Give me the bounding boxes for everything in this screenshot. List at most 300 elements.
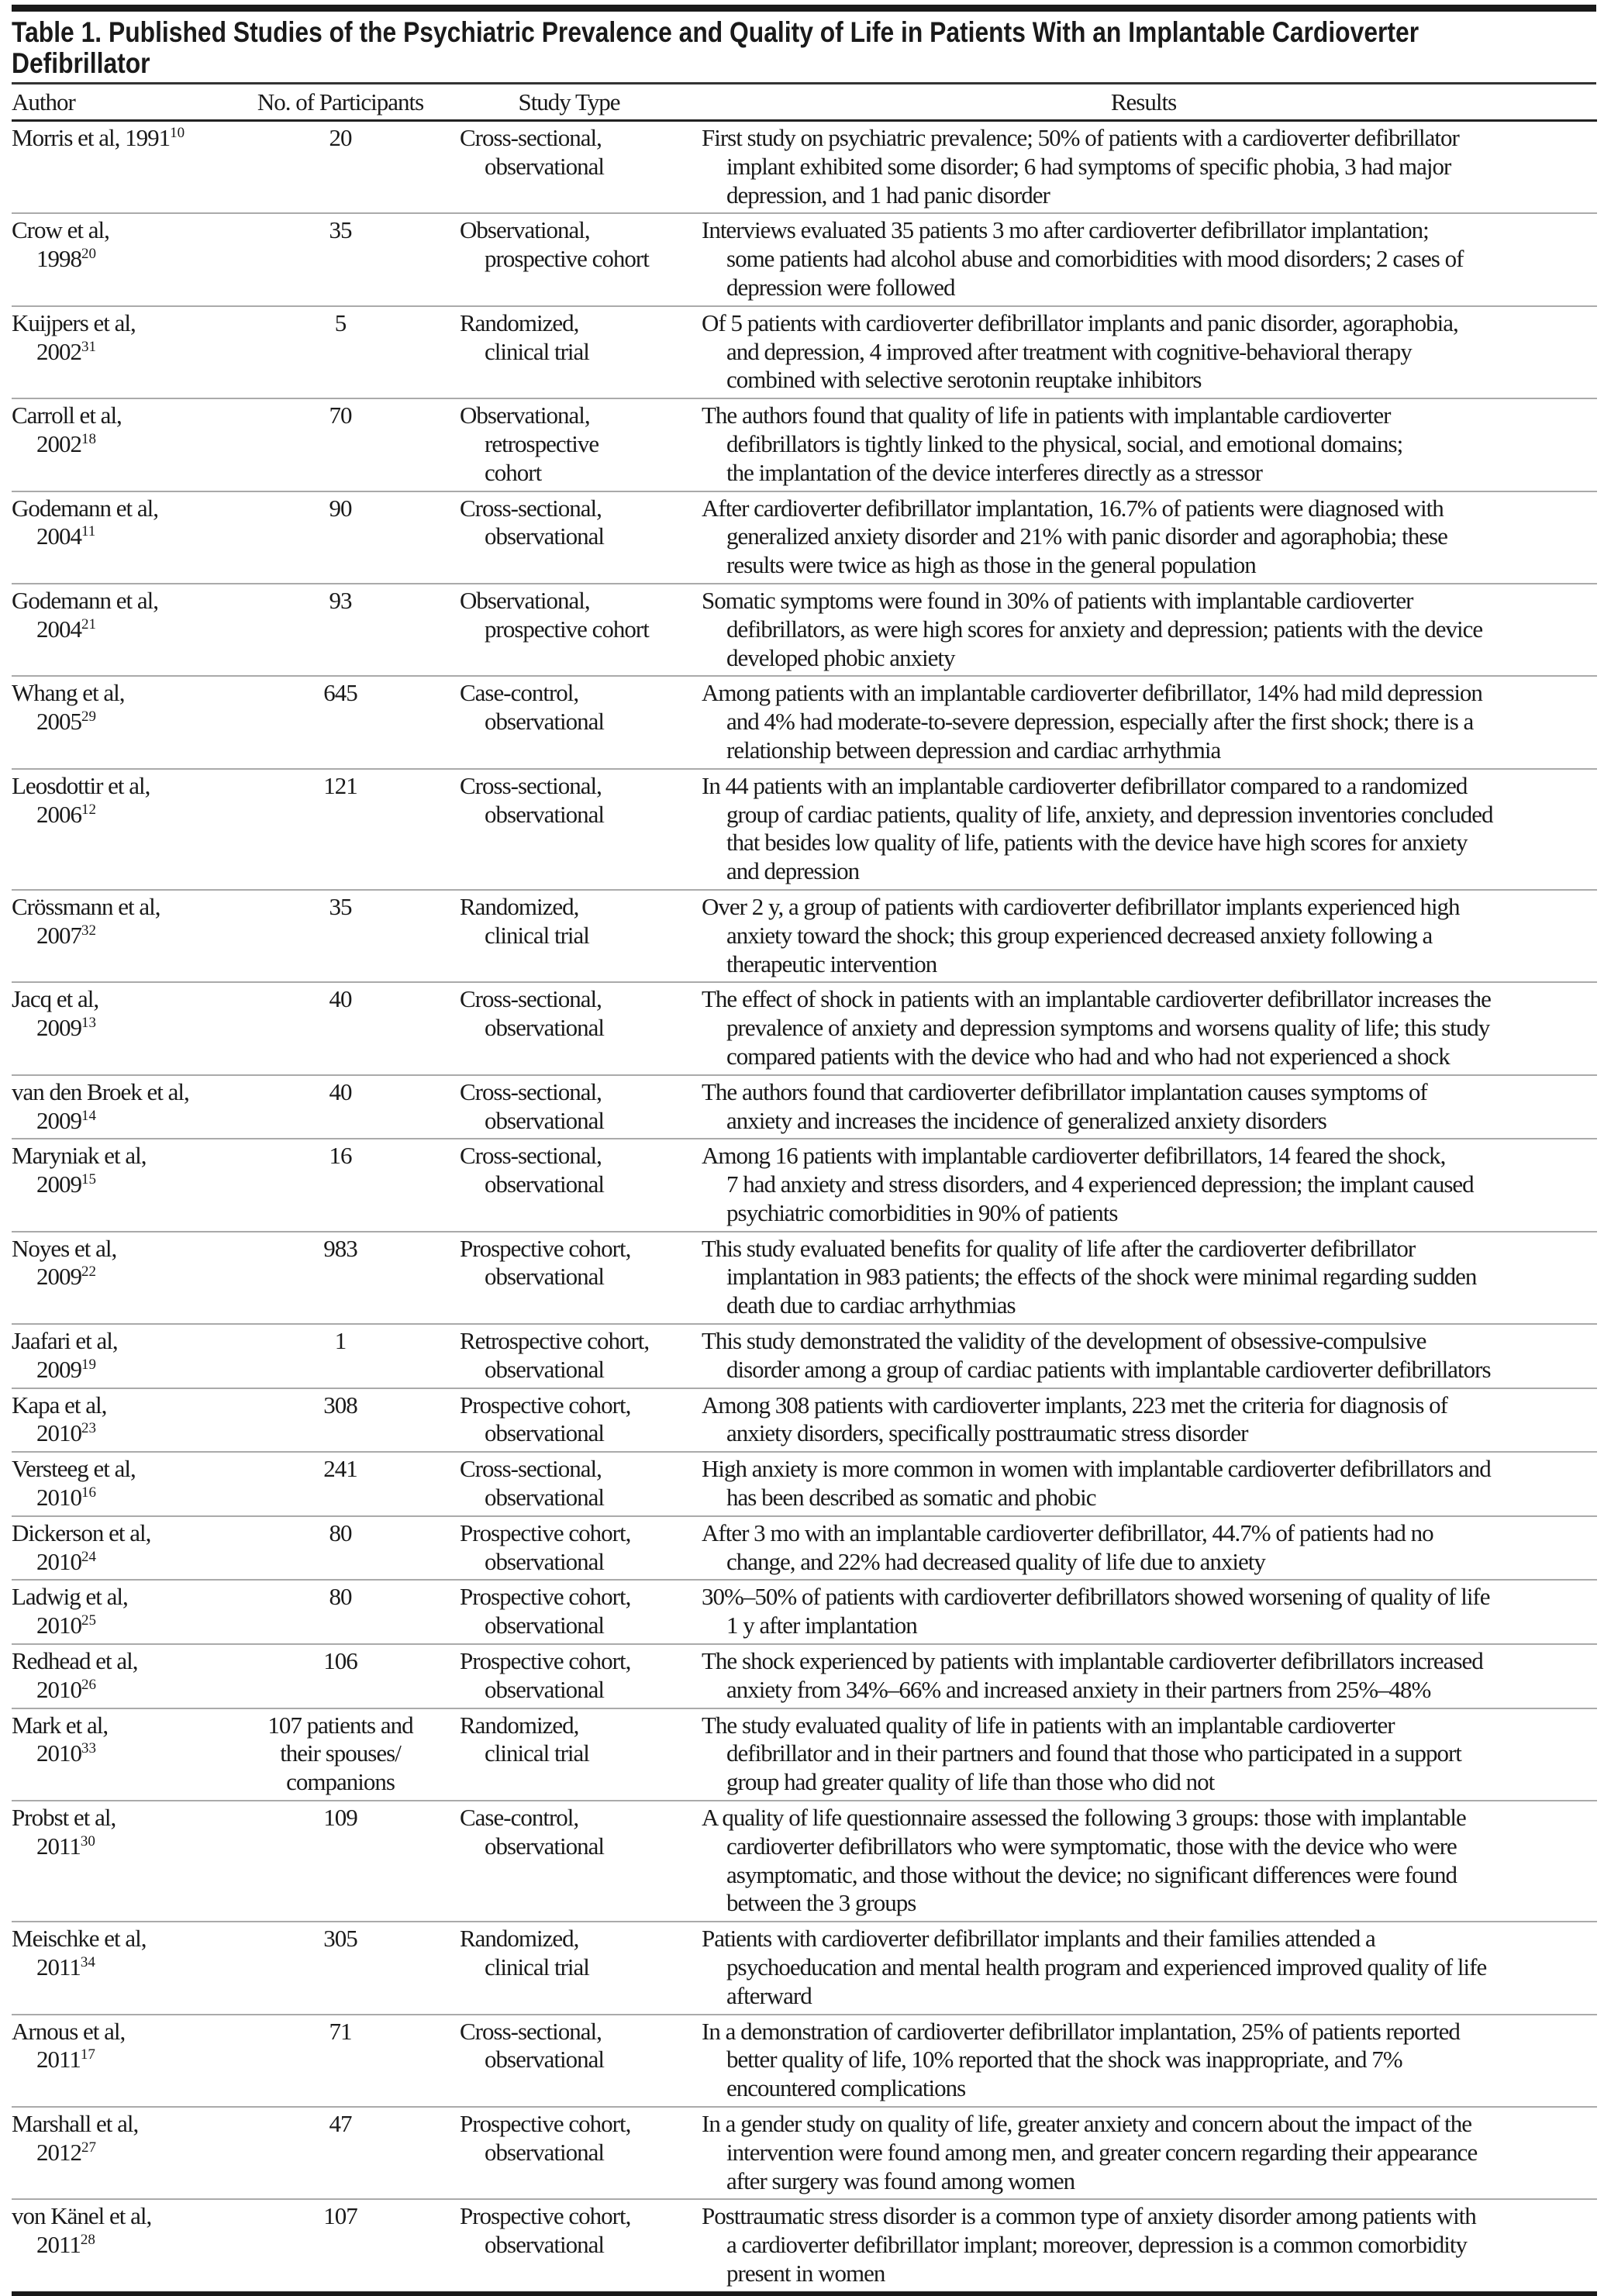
author-line	[12, 801, 233, 829]
author-cell	[12, 893, 233, 978]
participants-cell	[233, 1647, 448, 1705]
table-row	[12, 214, 1597, 306]
results-line: Interviews evaluated 35 patients 3 mo after cardioverter defibrillator implantation;	[702, 216, 1429, 244]
results-line: prevalence of anxiety and depression symptoms and worsens quality of life; this study	[726, 1014, 1490, 1042]
study-type-cell	[448, 1327, 690, 1384]
participants-cell	[233, 1925, 448, 2010]
results-cell	[690, 2110, 1597, 2195]
study-type-line: observational	[485, 2231, 605, 2259]
participants-cell	[233, 1327, 448, 1384]
participants-cell	[233, 309, 448, 395]
author-line	[12, 1647, 233, 1676]
results-cell	[690, 2018, 1597, 2103]
results-cell	[690, 1391, 1597, 1449]
author-text: Crow et al,	[12, 216, 109, 244]
author-cell	[12, 2202, 233, 2287]
header-participants: No. of Participants	[257, 88, 424, 115]
author-text: 2010	[36, 1612, 81, 1639]
participants-cell	[233, 985, 448, 1070]
study-type-cell	[448, 402, 690, 487]
results-line: Patients with cardioverter defibrillator implants and their families attended a	[702, 1925, 1375, 1953]
results-line: High anxiety is more common in women with implantable cardioverter defibrillators and	[702, 1455, 1491, 1483]
participants-cell	[233, 2202, 448, 2287]
author-line	[12, 1953, 233, 1982]
results-line: After 3 mo with an implantable cardioverter defibrillator, 44.7% of patients had no	[702, 1519, 1433, 1546]
author-line	[12, 338, 233, 367]
results-line: encountered complications	[726, 2074, 966, 2102]
table-row	[12, 677, 1597, 769]
participants-line: their spouses/	[280, 1739, 401, 1767]
results-line: change, and 22% had decreased quality of life due to anxiety	[726, 1547, 1265, 1575]
table-row	[12, 1139, 1597, 1232]
study-type-line: observational	[485, 1484, 605, 1512]
author-text: Kuijpers et al,	[12, 309, 136, 336]
author-cell	[12, 495, 233, 580]
top-rule	[12, 5, 1596, 12]
author-line	[12, 2046, 233, 2074]
author-line	[12, 1484, 233, 1512]
study-type-cell	[448, 985, 690, 1070]
study-type-line: prospective cohort	[485, 245, 649, 273]
author-line	[12, 495, 233, 523]
table-row	[12, 1922, 1597, 2015]
author-line	[12, 1548, 233, 1577]
results-line: afterward	[726, 1981, 812, 2009]
study-type-line: Case-control,	[460, 1804, 579, 1832]
study-type-line: observational	[485, 1419, 605, 1447]
reference-number: 30	[80, 1832, 95, 1850]
results-line: group had greater quality of life than those who did not	[726, 1768, 1215, 1796]
study-type-line: observational	[485, 1612, 605, 1639]
results-line: and 4% had moderate-to-severe depression, especially after the first shock; there is a	[726, 708, 1474, 736]
table-row	[12, 1325, 1597, 1389]
study-type-line: Cross-sectional,	[460, 1142, 602, 1170]
study-type-cell	[448, 1925, 690, 2010]
study-type-line: Retrospective cohort,	[460, 1327, 650, 1355]
results-cell	[690, 1519, 1597, 1577]
results-cell	[690, 1925, 1597, 2010]
results-line: defibrillators is tightly linked to the physical, social, and emotional domains;	[726, 429, 1403, 457]
results-cell	[690, 1327, 1597, 1384]
participants-cell	[233, 587, 448, 672]
table-row	[12, 122, 1597, 214]
author-text: 2007	[36, 921, 81, 949]
study-type-cell	[448, 1078, 690, 1136]
participants-cell	[233, 1583, 448, 1640]
author-cell	[12, 1327, 233, 1384]
results-line: Somatic symptoms were found in 30% of patients with implantable cardioverter	[702, 586, 1413, 614]
results-cell	[690, 985, 1597, 1070]
results-line: psychiatric comorbidities in 90% of patients	[726, 1198, 1118, 1226]
results-line: anxiety disorders, specifically posttraumatic stress disorder	[726, 1419, 1248, 1447]
author-line	[12, 772, 233, 801]
results-line: cardioverter defibrillators who were symptomatic, those with the device who were	[726, 1832, 1457, 1860]
results-line: death due to cardiac arrhythmias	[726, 1291, 1016, 1319]
author-line	[12, 708, 233, 736]
author-line	[12, 245, 233, 274]
author-text: 2010	[36, 1739, 81, 1767]
study-type-line: clinical trial	[485, 921, 589, 949]
results-line: between the 3 groups	[726, 1889, 916, 1917]
table-row	[12, 1709, 1597, 1801]
author-text: 2009	[36, 1170, 81, 1198]
results-line: asymptomatic, and those without the device; no significant differences were found	[726, 1860, 1457, 1888]
table-row	[12, 1581, 1597, 1645]
participants-line: 983	[323, 1234, 357, 1262]
participants-line: 16	[329, 1142, 352, 1170]
participants-line: 35	[329, 216, 352, 244]
table-row	[12, 2015, 1597, 2108]
results-line: 7 had anxiety and stress disorders, and 4 experienced depression; the implant caused	[726, 1170, 1474, 1198]
author-text: 2002	[36, 337, 81, 365]
results-cell	[690, 1235, 1597, 1320]
author-cell	[12, 216, 233, 302]
author-cell	[12, 587, 233, 672]
participants-line: 93	[329, 586, 352, 614]
results-cell	[690, 402, 1597, 487]
participants-cell	[233, 2110, 448, 2195]
table-row	[12, 1801, 1597, 1922]
reference-number: 16	[81, 1484, 96, 1501]
reference-number: 24	[81, 1548, 96, 1565]
results-cell	[690, 216, 1597, 302]
results-line: Among patients with an implantable cardioverter defibrillator, 14% had mild depression	[702, 679, 1482, 707]
study-type-line: observational	[485, 1170, 605, 1198]
study-type-line: observational	[485, 1675, 605, 1703]
author-cell	[12, 2110, 233, 2195]
author-line	[12, 1612, 233, 1640]
results-line: After cardioverter defibrillator implantation, 16.7% of patients were diagnosed with	[702, 494, 1444, 522]
results-cell	[690, 772, 1597, 886]
study-type-line: Prospective cohort,	[460, 1519, 631, 1546]
author-text: 2010	[36, 1547, 81, 1575]
results-line: psychoeducation and mental health program and experienced improved quality of life	[726, 1953, 1487, 1981]
participants-line: 107 patients and	[267, 1711, 413, 1739]
results-line: In a demonstration of cardioverter defibrillator implantation, 25% of patients reported	[702, 2017, 1460, 2045]
participants-cell	[233, 772, 448, 886]
study-type-cell	[448, 587, 690, 672]
author-line	[12, 1419, 233, 1448]
author-line	[12, 1263, 233, 1291]
study-type-line: Prospective cohort,	[460, 1234, 631, 1262]
author-cell	[12, 1647, 233, 1705]
study-type-cell	[448, 893, 690, 978]
results-line: better quality of life, 10% reported that the shock was inappropriate, and 7%	[726, 2046, 1402, 2074]
results-cell	[690, 1804, 1597, 1918]
author-line	[12, 2018, 233, 2046]
study-type-line: observational	[485, 1106, 605, 1134]
participants-line: 308	[323, 1391, 357, 1419]
author-text: Versteeg et al,	[12, 1455, 136, 1483]
author-cell	[12, 1078, 233, 1136]
reference-number: 34	[80, 1954, 95, 1971]
author-text: 1998	[36, 245, 81, 273]
study-type-line: Cross-sectional,	[460, 2017, 602, 2045]
author-text: Arnous et al,	[12, 2017, 126, 2045]
author-text: 2011	[36, 1832, 81, 1860]
author-cell	[12, 402, 233, 487]
study-type-line: clinical trial	[485, 1953, 589, 1981]
study-type-line: observational	[485, 2046, 605, 2074]
table-row	[12, 1389, 1597, 1453]
author-cell	[12, 679, 233, 764]
author-cell	[12, 1925, 233, 2010]
study-type-line: Randomized,	[460, 309, 579, 336]
participants-cell	[233, 1142, 448, 1227]
participants-cell	[233, 495, 448, 580]
reference-number: 10	[170, 125, 185, 141]
table-row	[12, 307, 1597, 399]
results-line: some patients had alcohol abuse and comorbidities with mood disorders; 2 cases of	[726, 245, 1464, 273]
results-line: 30%–50% of patients with cardioverter defibrillators showed worsening of quality of life	[702, 1583, 1490, 1611]
results-line: that besides low quality of life, patients with the device have high scores for anxiety	[726, 829, 1468, 857]
author-text: 2011	[36, 1953, 81, 1981]
reference-number: 25	[81, 1612, 96, 1629]
author-text: Ladwig et al,	[12, 1583, 128, 1611]
reference-number: 22	[81, 1263, 96, 1281]
results-line: a cardioverter defibrillator implant; moreover, depression is a common comorbidity	[726, 2231, 1467, 2259]
author-text: Meischke et al,	[12, 1925, 147, 1953]
study-type-line: Case-control,	[460, 679, 579, 707]
author-cell	[12, 124, 233, 209]
reference-number: 20	[81, 246, 96, 263]
results-cell	[690, 1583, 1597, 1640]
author-line	[12, 1739, 233, 1768]
table-row	[12, 492, 1597, 584]
study-type-line: observational	[485, 1263, 605, 1291]
author-line	[12, 1832, 233, 1861]
participants-line: 80	[329, 1519, 352, 1546]
participants-cell	[233, 893, 448, 978]
study-type-line: Cross-sectional,	[460, 771, 602, 799]
study-type-line: Observational,	[460, 402, 590, 429]
reference-number: 17	[80, 2046, 95, 2063]
results-line: depression were followed	[726, 273, 955, 301]
study-type-cell	[448, 1519, 690, 1577]
participants-line: 107	[323, 2202, 357, 2230]
participants-cell	[233, 1804, 448, 1918]
table-row	[12, 399, 1597, 491]
participants-line: 106	[323, 1647, 357, 1675]
author-line	[12, 1455, 233, 1484]
title-rule	[12, 82, 1596, 84]
reference-number: 13	[81, 1015, 96, 1032]
study-type-line: Prospective cohort,	[460, 2110, 631, 2137]
header-results: Results	[1110, 88, 1177, 115]
results-line: present in women	[726, 2259, 885, 2287]
author-text: 2002	[36, 429, 81, 457]
table-row	[12, 2200, 1597, 2295]
author-line	[12, 615, 233, 644]
study-type-line: observational	[485, 1832, 605, 1860]
study-type-line: Randomized,	[460, 892, 579, 920]
participants-line: companions	[286, 1768, 395, 1796]
participants-cell	[233, 1078, 448, 1136]
table-title-line-1: Table 1. Published Studies of the Psychiatric Prevalence and Quality of Life in Patients With an Implantable Cardioverter	[12, 16, 1419, 48]
study-type-line: retrospective	[485, 429, 599, 457]
participants-line: 40	[329, 985, 352, 1013]
author-text: Noyes et al,	[12, 1234, 117, 1262]
author-text: 2009	[36, 1355, 81, 1383]
author-line	[12, 216, 233, 245]
header-study-type: Study Type	[518, 88, 620, 115]
results-line: intervention were found among men, and greater concern regarding their appearance	[726, 2138, 1478, 2166]
table-row	[12, 1232, 1597, 1325]
author-line	[12, 893, 233, 922]
results-line: This study demonstrated the validity of the development of obsessive-compulsive	[702, 1327, 1426, 1355]
author-cell	[12, 1804, 233, 1918]
author-line	[12, 2231, 233, 2260]
author-text: Kapa et al,	[12, 1391, 107, 1419]
study-type-line: Cross-sectional,	[460, 985, 602, 1013]
study-type-cell	[448, 1804, 690, 1918]
study-type-line: observational	[485, 708, 605, 736]
study-type-line: Observational,	[460, 216, 590, 244]
author-text: Mark et al,	[12, 1711, 109, 1739]
author-line	[12, 2202, 233, 2231]
participants-line: 70	[329, 402, 352, 429]
author-text: 2009	[36, 1263, 81, 1291]
author-line	[12, 1583, 233, 1612]
reference-number: 21	[81, 615, 96, 633]
reference-number: 14	[81, 1107, 96, 1124]
results-line: anxiety toward the shock; this group experienced decreased anxiety following a	[726, 921, 1433, 949]
author-text: 2010	[36, 1675, 81, 1703]
author-line	[12, 1804, 233, 1832]
results-line: Posttraumatic stress disorder is a common type of anxiety disorder among patients with	[702, 2202, 1476, 2230]
study-type-cell	[448, 2018, 690, 2103]
study-type-line: observational	[485, 1014, 605, 1042]
author-text: Maryniak et al,	[12, 1142, 147, 1170]
results-line: anxiety from 34%–66% and increased anxiety in their partners from 25%–48%	[726, 1675, 1431, 1703]
author-text: Crössmann et al,	[12, 892, 160, 920]
reference-number: 23	[81, 1420, 96, 1437]
author-cell	[12, 1142, 233, 1227]
results-line: and depression, 4 improved after treatment with cognitive-behavioral therapy	[726, 337, 1412, 365]
results-line: defibrillators, as were high scores for anxiety and depression; patients with the device	[726, 615, 1483, 643]
author-line	[12, 985, 233, 1014]
author-line	[12, 1327, 233, 1356]
author-text: Godemann et al,	[12, 586, 159, 614]
results-cell	[690, 495, 1597, 580]
participants-cell	[233, 1455, 448, 1512]
results-line: Among 308 patients with cardioverter implants, 223 met the criteria for diagnosis of	[702, 1391, 1447, 1419]
author-line	[12, 124, 233, 153]
participants-line: 241	[323, 1455, 357, 1483]
study-type-cell	[448, 679, 690, 764]
author-line	[12, 1014, 233, 1043]
study-type-line: observational	[485, 522, 605, 550]
results-line: group of cardiac patients, quality of life, anxiety, and depression inventories concluded	[726, 800, 1493, 828]
study-type-line: Cross-sectional,	[460, 1077, 602, 1105]
results-line: The authors found that cardioverter defibrillator implantation causes symptoms of	[702, 1077, 1427, 1105]
results-line: defibrillator and in their partners and found that those who participated in a support	[726, 1739, 1461, 1767]
study-type-line: Observational,	[460, 586, 590, 614]
results-cell	[690, 124, 1597, 209]
author-line	[12, 922, 233, 950]
author-cell	[12, 1235, 233, 1320]
results-line: results were twice as high as those in the general population	[726, 551, 1256, 579]
results-line: First study on psychiatric prevalence; 50% of patients with a cardioverter defibrillator	[702, 124, 1459, 151]
table-row	[12, 1645, 1597, 1709]
results-line: The authors found that quality of life in patients with implantable cardioverter	[702, 402, 1391, 429]
study-type-cell	[448, 2110, 690, 2195]
results-cell	[690, 679, 1597, 764]
study-type-line: Cross-sectional,	[460, 1455, 602, 1483]
author-text: Morris et al, 1991	[12, 124, 171, 151]
participants-line: 5	[334, 309, 347, 336]
participants-line: 40	[329, 1077, 352, 1105]
author-text: 2012	[36, 2138, 81, 2166]
study-type-cell	[448, 772, 690, 886]
results-line: has been described as somatic and phobic	[726, 1484, 1096, 1512]
author-line	[12, 1925, 233, 1953]
results-cell	[690, 1712, 1597, 1797]
participants-line: 71	[329, 2017, 352, 2045]
study-type-cell	[448, 1583, 690, 1640]
study-type-cell	[448, 1712, 690, 1797]
author-cell	[12, 772, 233, 886]
results-line: relationship between depression and cardiac arrhythmia	[726, 736, 1221, 764]
author-line	[12, 309, 233, 338]
study-type-line: clinical trial	[485, 1739, 589, 1767]
reference-number: 32	[81, 922, 96, 939]
author-line	[12, 1676, 233, 1705]
author-line	[12, 2139, 233, 2167]
author-line	[12, 1078, 233, 1107]
participants-cell	[233, 1519, 448, 1577]
author-text: Probst et al,	[12, 1804, 116, 1832]
reference-number: 12	[81, 801, 96, 818]
author-line	[12, 1712, 233, 1740]
author-text: 2010	[36, 1419, 81, 1447]
participants-line: 1	[334, 1327, 347, 1355]
study-type-line: observational	[485, 1355, 605, 1383]
study-type-cell	[448, 1455, 690, 1512]
results-line: implantation in 983 patients; the effects of the shock were minimal regarding sudden	[726, 1263, 1477, 1291]
table-row	[12, 1517, 1597, 1581]
participants-line: 645	[323, 679, 357, 707]
author-text: 2004	[36, 615, 81, 643]
results-line: A quality of life questionnaire assessed the following 3 groups: those with implantable	[702, 1804, 1466, 1832]
participants-cell	[233, 2018, 448, 2103]
study-type-line: Prospective cohort,	[460, 1583, 631, 1611]
study-type-line: observational	[485, 2138, 605, 2166]
results-line: developed phobic anxiety	[726, 643, 955, 671]
table-row	[12, 770, 1597, 891]
participants-cell	[233, 1391, 448, 1449]
study-type-line: Cross-sectional,	[460, 124, 602, 151]
author-text: 2009	[36, 1014, 81, 1042]
results-line: The shock experienced by patients with implantable cardioverter defibrillators increased	[702, 1647, 1483, 1675]
author-text: Whang et al,	[12, 679, 125, 707]
participants-line: 121	[323, 771, 357, 799]
author-text: 2009	[36, 1106, 81, 1134]
author-text: Leosdottir et al,	[12, 771, 150, 799]
reference-number: 33	[81, 1740, 96, 1757]
study-type-cell	[448, 1142, 690, 1227]
table-title-line-2: Defibrillator	[12, 47, 150, 79]
study-type-line: clinical trial	[485, 337, 589, 365]
results-cell	[690, 587, 1597, 672]
results-line: The study evaluated quality of life in patients with an implantable cardioverter	[702, 1711, 1395, 1739]
results-line: Of 5 patients with cardioverter defibrillator implants and panic disorder, agoraphobia,	[702, 309, 1458, 336]
study-type-line: observational	[485, 1547, 605, 1575]
author-line	[12, 2110, 233, 2139]
author-text: 2006	[36, 800, 81, 828]
study-type-cell	[448, 216, 690, 302]
header-author: Author	[12, 88, 75, 115]
